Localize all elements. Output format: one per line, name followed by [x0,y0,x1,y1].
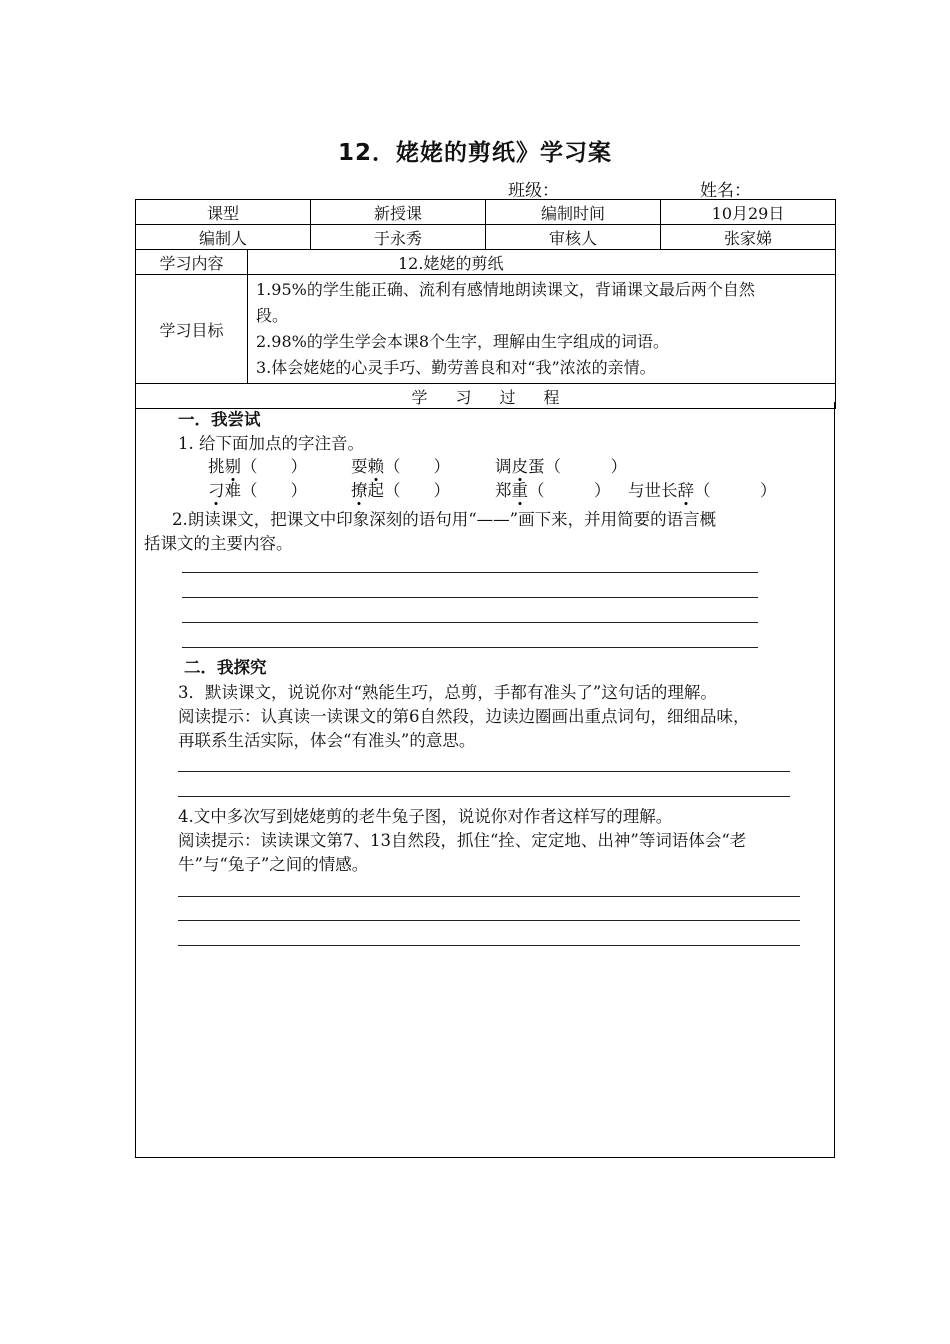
word-item: 调皮蛋（ ） [495,457,627,476]
info-row-1 [136,200,836,225]
author-label: 编制人 [136,225,311,250]
class-label: 班级： [508,181,559,201]
goals-list [248,275,836,384]
answer-line [182,647,758,648]
dotted-char: 撩 [351,481,368,500]
info-row-content [136,250,836,275]
type-value: 新授课 [311,200,486,225]
info-table [135,199,836,409]
info-row-goals [136,275,836,384]
question-4: 4.文中多次写到姥姥剪的老牛兔子图，说说你对作者这样写的理解。 [178,807,673,826]
word-item: 刁难（ ） [208,481,307,500]
process-label: 学习过程 [136,384,836,409]
question-3: 3．默读课文，说说你对“熟能生巧，总剪，手都有准头了”这句话的理解。 [178,683,717,702]
info-row-2 [136,225,836,250]
reviewer-label: 审核人 [486,225,661,250]
answer-blank: （ ） [544,457,627,476]
question-2-line2: 括课文的主要内容。 [144,534,293,553]
dotted-char: 皮 [511,457,528,476]
answer-blank: （ ） [241,481,307,500]
worksheet-body [135,402,835,1158]
answer-blank: （ ） [694,481,777,500]
goal-item: 2.98%的学生学会本课8个生字，理解由生字组成的词语。 [256,332,670,351]
date-label: 编制时间 [486,200,661,225]
dotted-char: 刁 [208,481,225,500]
page-title: 12．姥姥的剪纸》学习案 [337,140,612,166]
question-4-tip-line2: 牛”与“兔子”之间的情感。 [178,855,369,874]
section1-heading: 一．我尝试 [178,410,261,429]
answer-line [178,771,790,772]
answer-line [182,597,758,598]
content-label: 学习内容 [136,250,248,275]
reviewer-value: 张家娣 [661,225,836,250]
name-label: 姓名： [700,181,751,201]
date-value: 10月29日 [661,200,836,225]
answer-blank: （ ） [384,457,450,476]
answer-blank: （ ） [241,457,307,476]
answer-line [178,945,800,946]
answer-line [178,920,800,921]
answer-line [182,622,758,623]
answer-blank: （ ） [384,481,450,500]
word-item: 撩起（ ） [351,481,450,500]
answer-line [182,572,758,573]
word-item: 耍赖（ ） [351,457,450,476]
question-3-tip-line1: 阅读提示：认真读一读课文的第6自然段，边读边圈画出重点词句，细细品味， [178,707,750,726]
goal-item: 段。 [256,306,289,325]
question-1: 1. 给下面加点的字注音。 [178,434,364,453]
answer-line [178,896,800,897]
dotted-char: 辞 [677,481,694,500]
dotted-char: 剔 [224,457,241,476]
dotted-char: 赖 [367,457,384,476]
word-item: 与世长辞（ ） [628,481,777,500]
word-item: 郑重（ ） [495,481,611,500]
question-4-tip-line1: 阅读提示：读读课文第7、13自然段，抓住“拴、定定地、出神”等词语体会“老 [178,831,747,850]
goal-item: 1.95%的学生能正确、流利有感情地朗读课文，背诵课文最后两个自然 [256,280,755,299]
author-value: 于永秀 [311,225,486,250]
dotted-char: 重 [511,481,528,500]
type-label: 课型 [136,200,311,225]
question-2-line1: 2.朗读课文，把课文中印象深刻的语句用“——”画下来，并用简要的语言概 [172,510,717,529]
answer-line [178,796,790,797]
question-3-tip-line2: 再联系生活实际，体会“有准头”的意思。 [178,731,476,750]
goal-item: 3.体会姥姥的心灵手巧、勤劳善良和对“我”浓浓的亲情。 [256,358,656,377]
answer-blank: （ ） [528,481,611,500]
goals-label: 学习目标 [136,275,248,384]
content-value: 12.姥姥的剪纸 [398,253,504,273]
section2-heading: 二．我探究 [184,658,267,677]
word-item: 挑剔（ ） [208,457,307,476]
